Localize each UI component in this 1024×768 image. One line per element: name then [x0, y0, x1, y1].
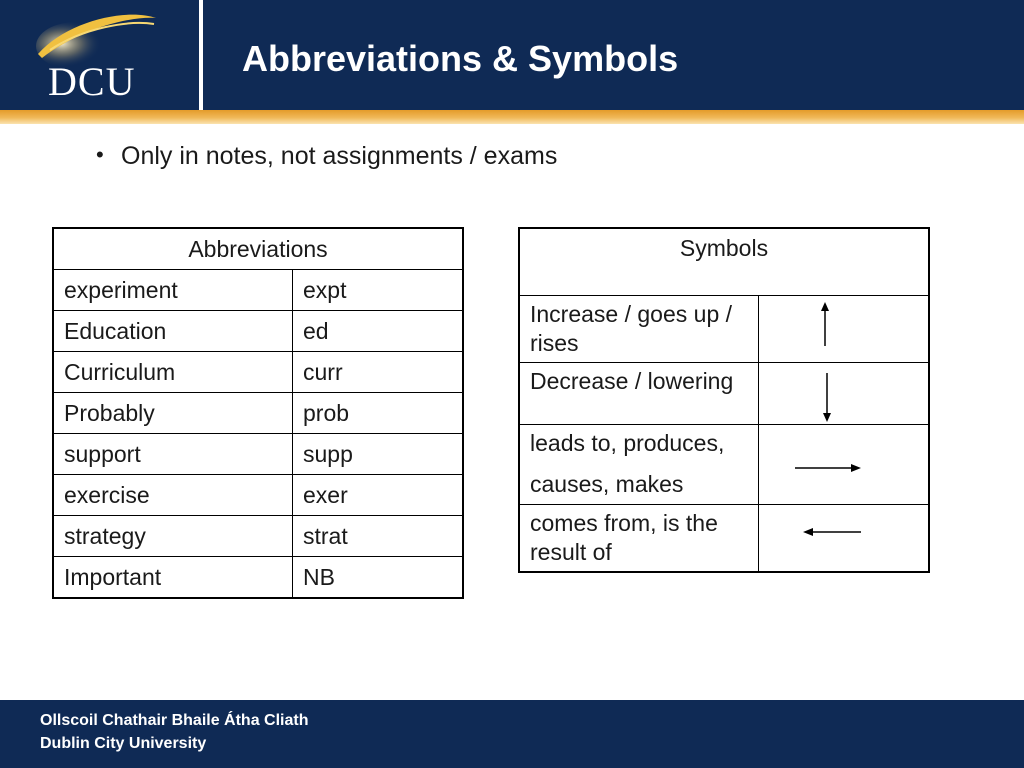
abbreviations-heading: Abbreviations — [53, 228, 463, 270]
logo-text: DCU — [48, 59, 136, 104]
header-accent-stripe — [0, 110, 1024, 124]
symbols-heading: Symbols — [519, 228, 929, 296]
bullet-icon: • — [96, 142, 104, 167]
meaning-line: leads to, produces, — [530, 430, 725, 456]
table-row — [519, 363, 929, 425]
word-cell: strategy — [53, 516, 293, 557]
abbr-cell: expt — [293, 270, 464, 311]
table-row — [53, 475, 463, 516]
abbreviations-table — [52, 227, 464, 599]
footer-english-name: Dublin City University — [40, 735, 207, 752]
table-header-row — [519, 228, 929, 296]
abbr-cell: NB — [293, 557, 464, 599]
table-row — [53, 516, 463, 557]
down-arrow-icon — [819, 371, 835, 423]
word-cell: Probably — [53, 393, 293, 434]
up-arrow-icon — [817, 302, 833, 348]
table-row — [53, 311, 463, 352]
table-row — [53, 434, 463, 475]
right-arrow-icon — [795, 461, 861, 475]
abbr-cell: strat — [293, 516, 464, 557]
page-title: Abbreviations & Symbols — [242, 38, 679, 79]
header-bar — [0, 0, 1024, 110]
meaning-cell: Decrease / lowering — [519, 363, 759, 425]
meaning-cell — [519, 425, 759, 505]
left-arrow-icon — [803, 525, 863, 539]
word-cell: support — [53, 434, 293, 475]
meaning-line: causes, makes — [530, 471, 684, 497]
footer-bar — [0, 700, 1024, 768]
abbr-cell: prob — [293, 393, 464, 434]
meaning-cell: Increase / goes up / rises — [519, 296, 759, 363]
table-row — [53, 352, 463, 393]
symbol-cell — [759, 296, 930, 363]
meaning-cell: comes from, is the result of — [519, 505, 759, 573]
table-row — [53, 557, 463, 599]
table-row — [53, 270, 463, 311]
word-cell: exercise — [53, 475, 293, 516]
table-row — [519, 505, 929, 573]
word-cell: Important — [53, 557, 293, 599]
table-row — [53, 393, 463, 434]
symbol-cell — [759, 363, 930, 425]
table-row — [519, 296, 929, 363]
word-cell: Curriculum — [53, 352, 293, 393]
abbr-cell: exer — [293, 475, 464, 516]
header-divider — [199, 0, 203, 110]
abbr-cell: supp — [293, 434, 464, 475]
abbr-cell: ed — [293, 311, 464, 352]
symbol-cell — [759, 425, 930, 505]
footer-irish-name: Ollscoil Chathair Bhaile Átha Cliath — [40, 712, 309, 729]
word-cell: Education — [53, 311, 293, 352]
word-cell: experiment — [53, 270, 293, 311]
table-row — [519, 425, 929, 505]
table-header-row — [53, 228, 463, 270]
symbol-cell — [759, 505, 930, 573]
bullet-text: Only in notes, not assignments / exams — [121, 142, 558, 170]
symbols-table — [518, 227, 930, 573]
abbr-cell: curr — [293, 352, 464, 393]
